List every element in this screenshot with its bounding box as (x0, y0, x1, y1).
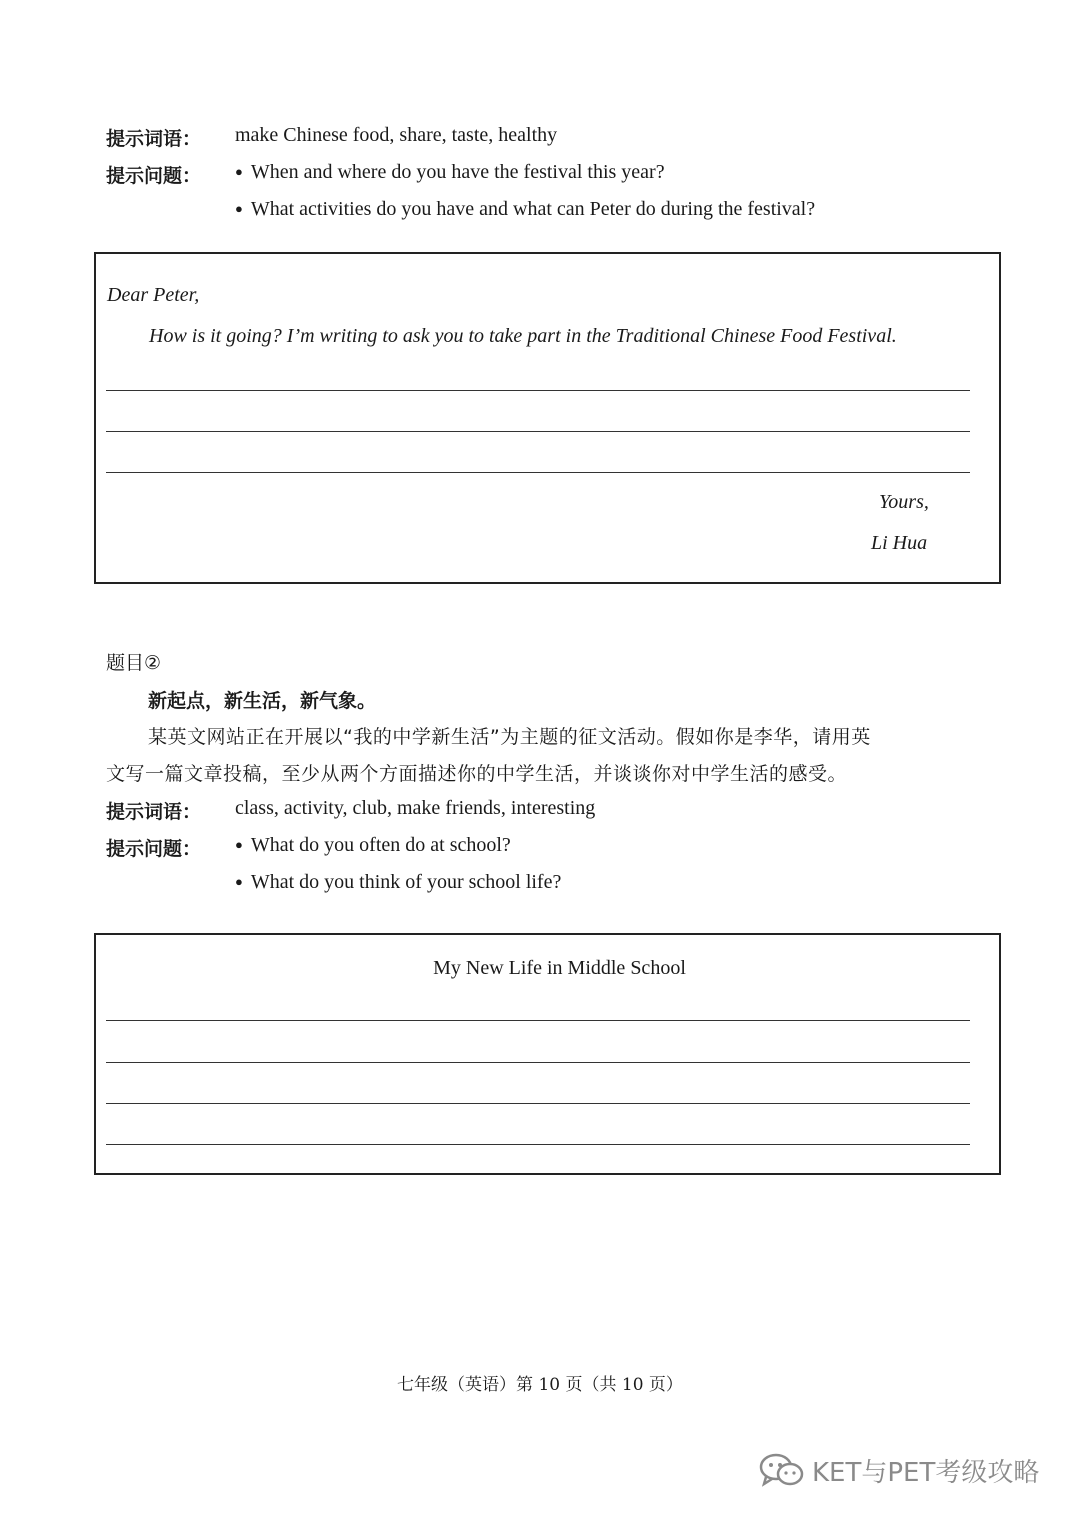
task2-prompt-line-2: 文写一篇文章投稿，至少从两个方面描述你的中学生活，并谈谈你对中学生活的感受。 (106, 763, 848, 785)
hint-questions-label-2: 提示问题： (106, 838, 202, 860)
wechat-icon (758, 1450, 806, 1490)
watermark-text: KET与PET考级攻略 (812, 1457, 1040, 1488)
letter-closing: Yours, (879, 491, 929, 513)
answer-line[interactable] (106, 1103, 970, 1104)
hint-question-1: ● When and where do you have the festival this year? (235, 161, 665, 184)
hint-words-2: class, activity, club, make friends, interesting (235, 797, 596, 819)
letter-opening: How is it going? I’m writing to ask you to take part in the Traditional Chinese Food Festival. (149, 325, 897, 347)
hint-words-label: 提示词语： (106, 128, 202, 150)
answer-line[interactable] (106, 1062, 970, 1063)
letter-answer-box (94, 252, 1001, 584)
watermark (758, 1450, 1039, 1490)
hint-question-2-2: ● What do you think of your school life? (235, 871, 561, 894)
answer-line[interactable] (106, 472, 970, 473)
letter-greeting: Dear Peter, (107, 284, 200, 306)
task2-subtitle: 新起点，新生活，新气象。 (148, 690, 377, 712)
hint-words: make Chinese food, share, taste, healthy (235, 124, 558, 146)
answer-line[interactable] (106, 1144, 970, 1145)
hint-question-2: ● What activities do you have and what can Peter do during the festival? (235, 198, 815, 221)
task2-heading: 题目② (106, 652, 162, 674)
answer-line[interactable] (106, 431, 970, 432)
page-footer: 七年级（英语）第 10 页（共 10 页） (397, 1375, 683, 1395)
answer-line[interactable] (106, 390, 970, 391)
letter-signature: Li Hua (871, 532, 928, 554)
essay-title: My New Life in Middle School (433, 957, 686, 979)
essay-answer-box (94, 933, 1001, 1175)
hint-words-label-2: 提示词语： (106, 801, 202, 823)
hint-questions-label: 提示问题： (106, 165, 202, 187)
task2-prompt-line-1: 某英文网站正在开展以“我的中学新生活”为主题的征文活动。假如你是李华，请用英 (148, 726, 871, 748)
answer-line[interactable] (106, 1020, 970, 1021)
hint-question-2-1: ● What do you often do at school? (235, 834, 511, 857)
